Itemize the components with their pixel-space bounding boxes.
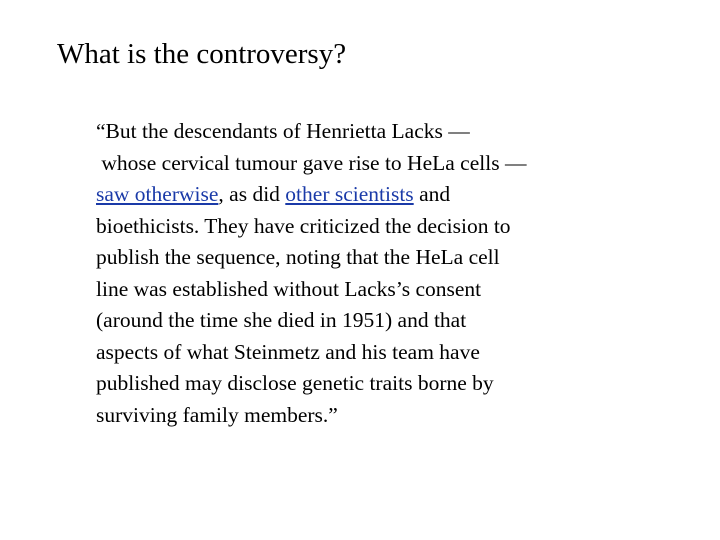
quote-line-8: aspects of what Steinmetz and his team have (96, 339, 480, 364)
quote-line-10: surviving family members.” (96, 402, 338, 427)
quote-line-5: publish the sequence, noting that the HeLa cell (96, 245, 500, 269)
quote-line-1: “But the descendants of Henrietta Lacks — (96, 119, 470, 143)
quote-line-3 (96, 179, 696, 211)
quote-line-9: published may disclose genetic traits borne by (96, 371, 494, 395)
quote-line-7: (around the time she died in 1951) and that (96, 308, 467, 332)
quote-block (96, 116, 696, 431)
slide-title: What is the controversy? (57, 38, 347, 70)
quote-line-2: whose cervical tumour gave rise to HeLa cells — (96, 150, 527, 175)
saw-otherwise-link[interactable]: saw otherwise (96, 182, 219, 206)
quote-line-3-text-1: , as did (218, 182, 286, 206)
other-scientists-link[interactable]: other scientists (285, 182, 414, 206)
quote-line-4: bioethicists. They have criticized the decision to (96, 213, 511, 238)
quote-line-6: line was established without Lacks’s consent (96, 276, 482, 301)
quote-line-3-text-2: and (413, 182, 451, 206)
